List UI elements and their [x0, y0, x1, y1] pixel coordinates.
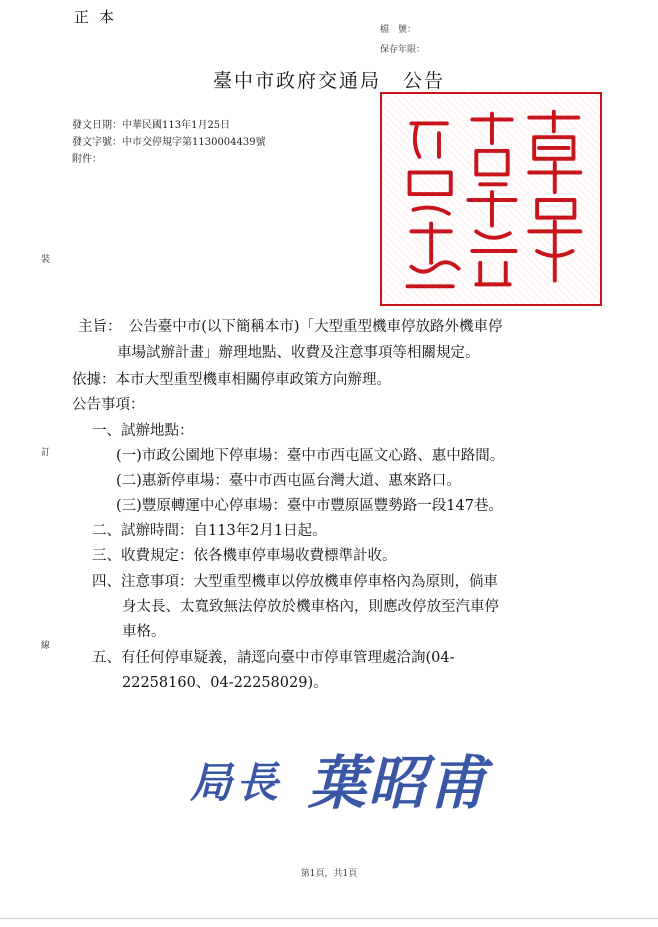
- signature-role: 局長: [190, 758, 283, 807]
- document-type: 公告: [403, 70, 446, 92]
- item4-line-3: 車格。: [122, 624, 166, 640]
- location-2: (二)惠新停車場：臺中市西屯區台灣大道、惠來路口。: [116, 473, 461, 489]
- retention-period-label: 保存年限：: [380, 45, 426, 55]
- location-3: (三)豐原轉運中心停車場：臺中市豐原區豐勢路一段147巷。: [116, 498, 503, 514]
- notice-heading: 公告事項：: [72, 397, 145, 413]
- item5-line-2: 22258160、04-22258029)。: [122, 675, 328, 691]
- file-number-label: 檔 號：: [380, 25, 417, 35]
- item3-fee-rules: 三、收費規定：依各機車停車場收費標準計收。: [92, 548, 397, 564]
- director-signature: [190, 738, 530, 818]
- binding-mark-middle: 訂: [41, 448, 51, 458]
- item4-line-1: 四、注意事項：大型重型機車以停放機車停車格內為原則，倘車: [92, 574, 498, 590]
- official-seal: [380, 92, 602, 306]
- binding-mark-top: 裝: [41, 255, 51, 265]
- location-1: (一)市政公園地下停車場：臺中市西屯區文心路、惠中路間。: [116, 448, 505, 464]
- attachment-label: 附件：: [72, 154, 102, 165]
- page-number: 第1頁，共1頁: [300, 869, 358, 879]
- item1-heading: 一、試辦地點：: [92, 423, 194, 439]
- subject-line-1: 主旨： 公告臺中市(以下簡稱本市)「大型重型機車停放路外機車停: [78, 319, 503, 335]
- subject-line-2: 車場試辦計畫」辦理地點、收費及注意事項等相關規定。: [117, 345, 480, 361]
- seal-graphic: [382, 94, 600, 304]
- reference-number: 發文字號：中市交停規字第1130004439號: [72, 137, 266, 148]
- page-bottom-edge: [0, 918, 658, 919]
- agency-name: 臺中市政府交通局: [212, 70, 381, 92]
- copy-mark: 正本: [74, 8, 125, 26]
- item2-trial-period: 二、試辦時間：自113年2月1日起。: [92, 523, 327, 539]
- binding-mark-bottom: 線: [41, 641, 51, 651]
- item4-line-2: 身太長、太寬致無法停放於機車格內，則應改停放至汽車停: [122, 599, 499, 615]
- signature-name: 葉昭甫: [308, 749, 489, 817]
- item5-line-1: 五、有任何停車疑義，請逕向臺中市停車管理處洽詢(04-: [92, 650, 455, 666]
- document-title: [0, 66, 658, 93]
- issue-date: 發文日期：中華民國113年1月25日: [72, 120, 231, 131]
- basis-line: 依據：本市大型重型機車相關停車政策方向辦理。: [72, 372, 391, 388]
